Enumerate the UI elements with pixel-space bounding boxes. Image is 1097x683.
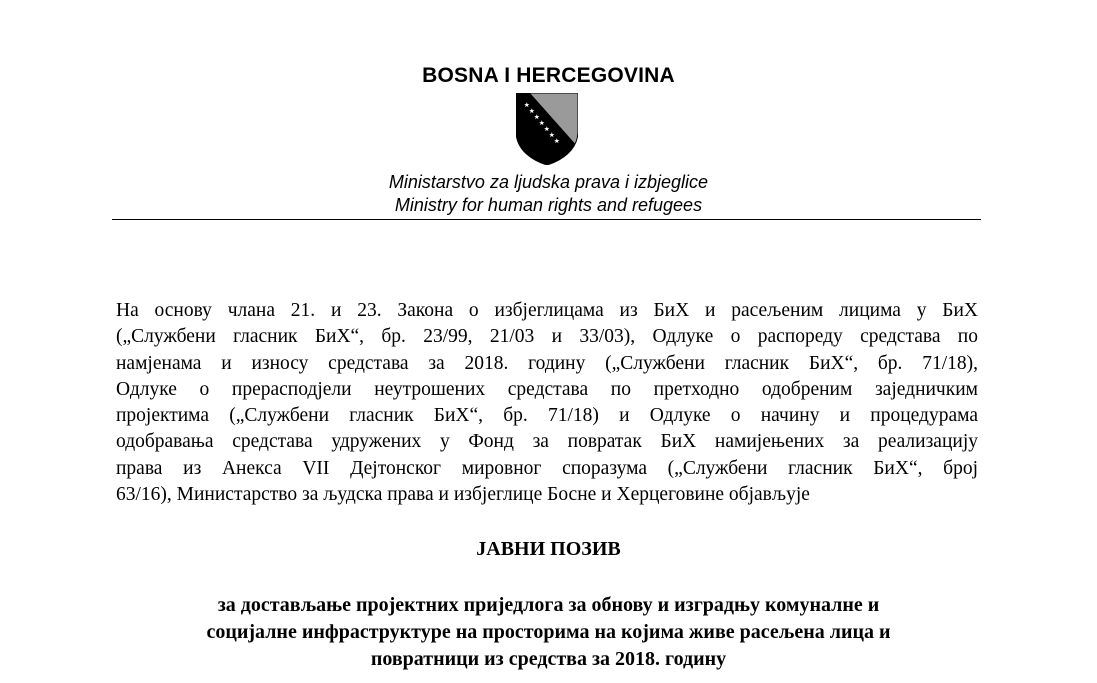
subtitle-line: за достављање пројектних приједлога за обнову и изградњу комуналне и [217, 594, 880, 616]
ministry-name-local: Ministarstvo za ljudska prava i izbjeglice [388, 172, 709, 192]
paragraph-line: Одлуке о прерасподјели неутрошених средстава по претходно одобреним заједничким [116, 378, 978, 400]
public-call-subtitle [0, 592, 1097, 673]
paragraph-line: На основу члана 21. и 23. Закона о избјеглицама из БиХ и расељеним лицима у БиХ [116, 300, 978, 321]
header-divider [112, 219, 981, 220]
paragraph-line: пројектима („Службени гласник БиХ“, бр. 71/18) и Одлуке о начину и процедурама [116, 405, 978, 427]
paragraph-line: („Службени гласник БиХ“, бр. 23/99, 21/03 и 33/03), Одлуке о распореду средстава по [116, 326, 978, 348]
ministry-name-english: Ministry for human rights and refugees [394, 195, 703, 215]
paragraph-line: одобравања средстава удружених у Фонд за повратак БиХ намијењених за реализацију [116, 431, 978, 453]
paragraph-line: 63/16), Министарство за људска права и избјеглице Босне и Херцеговине објављује [116, 484, 810, 506]
paragraph-line: права из Анекса VII Дејтонског мировног споразума („Службени гласник БиХ“, број [116, 457, 978, 479]
coat-of-arms-icon [516, 93, 578, 165]
subtitle-line: социјалне инфраструктуре на просторима на којима живе расељена лица и [206, 621, 891, 643]
legal-basis-paragraph [116, 298, 978, 508]
country-name: BOSNA I HERCEGOVINA [422, 64, 675, 87]
subtitle-line: повратници из средства за 2018. годину [370, 648, 727, 670]
paragraph-line: намјенама и износу средстава за 2018. годину („Службени гласник БиХ“, бр. 71/18), [116, 352, 978, 374]
public-call-title: ЈАВНИ ПОЗИВ [476, 538, 621, 560]
